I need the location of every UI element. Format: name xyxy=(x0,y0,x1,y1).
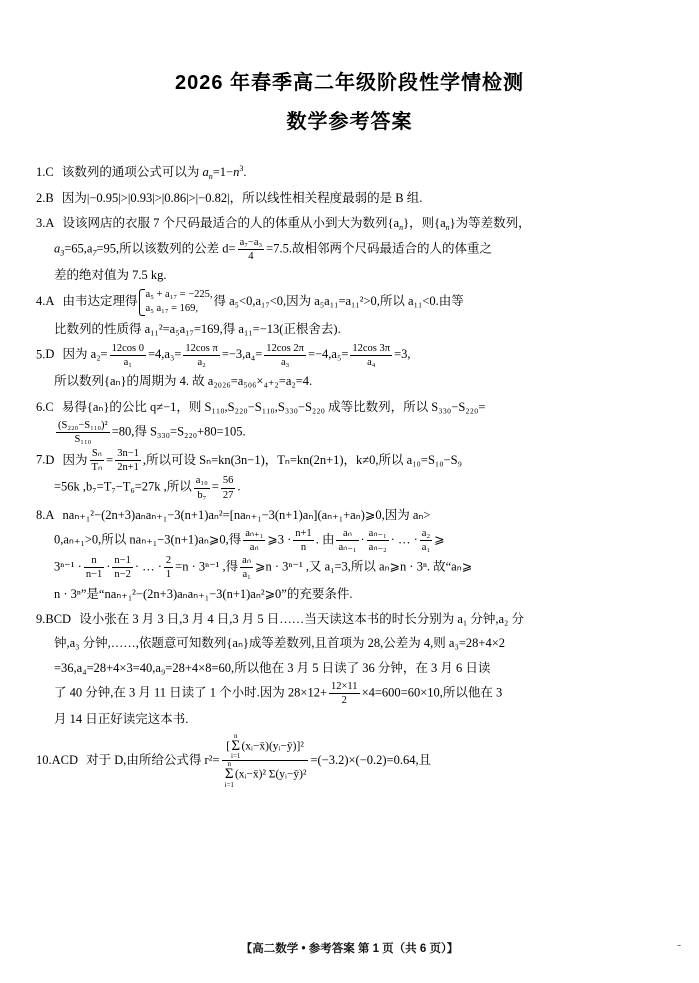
answer-item-1 xyxy=(36,160,655,185)
system-of-equations: a₅ + a₁₇ = −225, a₅ a₁₇ = 169, xyxy=(139,288,213,316)
fraction-n-n-1: $\frac{n}{n-1}$ xyxy=(85,555,103,581)
page-title-line2: 数学参考答案 xyxy=(286,111,413,133)
answer-text-4-line1: 由韦达定理得 a₅ + a₁₇ = −225, a₅ a₁₇ = 169,得 a₅<0,a₁₇<0,因为 a₅a₁₁=a₁₁²>0,所以 a₁₁<0.由等 xyxy=(63,294,464,308)
answer-choice-8: A xyxy=(45,507,55,522)
fraction-an1-an: $\frac{\text{aₙ₊₁}}{\text{aₙ}}$ xyxy=(245,528,264,554)
answer-text-9-line3: =36,a₄=28+4×3=40,a₉=28+4×8=60,所以他在 3 月 5 日读了 36 分钟，在 3 月 6 日读 xyxy=(54,660,491,675)
page-footer xyxy=(0,939,699,957)
answer-item-7 xyxy=(36,447,655,502)
fraction-3n1-2n1: $\frac{3n-1}{2n+1}$ xyxy=(117,448,139,474)
answer-choice-10: ACD xyxy=(51,752,79,767)
answer-number-1: 1. xyxy=(36,165,46,179)
fraction-a4: $\frac{12\cos 2\pi}{\text{a₃}}$ xyxy=(266,342,304,369)
answers-body xyxy=(36,160,655,789)
fraction-sn-tn: $\frac{\text{Sₙ}}{\text{Tₙ}}$ xyxy=(91,448,103,474)
answer-text-1: 该数列的通项公式可以为 $a_n=1-n^3$. xyxy=(61,164,247,181)
answer-number-6: 6. xyxy=(36,399,46,414)
answer-text-6-line2: $\frac{\text{(S₂₂₀−S₁₁₀)²}}{\text{S₁₁₀}}$ =80,得 S₃₃₀=S₂₂₀+80=105. xyxy=(58,419,246,446)
fraction-s: $\frac{\text{(S₂₂₀−S₁₁₀)²}}{\text{S₁₁₀}}$ xyxy=(58,419,108,446)
fraction-12x11-2: $\frac{12\times 11}{2}$ xyxy=(331,681,358,707)
answer-choice-2: B xyxy=(45,190,54,205)
fraction-a2: $\frac{12\cos 0}{\text{a₁}}$ xyxy=(111,342,144,369)
fraction-a5: $\frac{12\cos 3\pi}{\text{a₄}}$ xyxy=(352,342,391,369)
answer-item-5 xyxy=(36,342,655,394)
answer-choice-3: A xyxy=(45,215,55,230)
answer-text-8-line2: 0,aₙ₊₁>0,所以 naₙ₊₁−3(n+1)aₙ⩾0,得 $\frac{\text{aₙ₊₁}}{\text{aₙ}}$ ⩾3 · $\frac{n+1}{n}$ . 由 $\frac{\text{aₙ}}{\text{aₙ₋₁}}$ · $\frac{\text{aₙ₋₁}}{\text{aₙ₋₂}}$ · … · $\frac{\text{a₂}}{\text{a₁}}$ ⩾ xyxy=(54,528,445,554)
corner-mark: - xyxy=(677,939,681,951)
answer-item-3 xyxy=(36,211,655,287)
fraction-a2-a1: $\frac{\text{a₂}}{\text{a₁}}$ xyxy=(421,528,431,554)
answer-number-10: 10. xyxy=(36,752,52,767)
fraction-a10-b7: $\frac{\text{a₁₀}}{\text{b₇}}$ xyxy=(195,475,208,501)
fraction-a3: $\frac{\text{12cos π}}{\text{a₂}}$ xyxy=(185,342,218,369)
answer-text-9-line2: 钟,a₃ 分钟,……,依题意可知数列{aₙ}成等差数列,且首项为 28,公差为 4,则 a₃=28+4×2 xyxy=(54,636,505,651)
answer-choice-4: A xyxy=(45,294,55,309)
answer-choice-7: D xyxy=(45,452,55,467)
answer-text-3-line1: 设该网店的衣服 7 个尺码最适合的人的体重从小到大为数列$\{a_n\}$，则$\{a_n\}$为等差数列， xyxy=(62,215,531,232)
answer-text-9-line4: 了 40 分钟,在 3 月 11 日读了 1 个小时.因为 28×12+ $\frac{12\times 11}{2}$ ×4=600=60×10,所以他在 3 xyxy=(54,681,503,707)
fraction-56-27: $\frac{56}{27}$ xyxy=(222,475,234,501)
answer-number-9: 9. xyxy=(36,611,46,626)
answer-text-10-line1: 对于 D,由所给公式得 r²= [ n Σ i=1 (xᵢ−x̄)(yᵢ−ȳ)]² n Σ i=1 (xᵢ−x̄)² Σ(yᵢ−ȳ)² =(−3.2)×(−0.2)=0.64,且 xyxy=(86,731,432,789)
answer-item-8 xyxy=(36,503,655,606)
answer-choice-9: BCD xyxy=(45,611,72,626)
page-title-line1: 2026 年春季高二年级阶段性学情检测 xyxy=(174,72,525,94)
answer-item-2 xyxy=(36,186,655,210)
answer-choice-5: D xyxy=(45,347,55,362)
answer-number-8: 8. xyxy=(36,507,46,522)
fraction-an-an-1: $\frac{\text{aₙ}}{\text{aₙ₋₁}}$ xyxy=(338,528,357,554)
answer-item-6 xyxy=(36,395,655,447)
fraction-n1-n: $\frac{n+1}{n}$ xyxy=(295,528,312,554)
page-footer-text: 【高二数学 • 参考答案 第 1 页（共 6 页）】 xyxy=(240,943,459,955)
answer-choice-1: C xyxy=(45,165,54,179)
answer-number-3: 3. xyxy=(36,215,46,230)
fraction-r-squared: [ n Σ i=1 (xᵢ−x̄)(yᵢ−ȳ)]² n Σ i=1 (xᵢ−x̄)² Σ(yᵢ−ȳ)² xyxy=(222,733,309,789)
answer-item-10 xyxy=(36,733,655,789)
answer-number-7: 7. xyxy=(36,452,46,467)
answer-number-5: 5. xyxy=(36,347,46,362)
answer-text-9-line5: 月 14 日正好读完这本书. xyxy=(54,712,189,727)
answer-text-8-line4: n · 3ⁿ”是“naₙ₊₁²−(2n+3)aₙaₙ₊₁−3(n+1)aₙ²⩾0”的充要条件. xyxy=(54,586,353,601)
answer-text-8-line3: 3ⁿ⁻¹ · $\frac{n}{n-1}$ · $\frac{n-1}{n-2}$ · … · $\frac{2}{1}$ =n · 3ⁿ⁻¹ ,得 $\frac{\text{aₙ}}{\text{a₁}}$ ⩾n · 3ⁿ⁻¹ ,又 a₁=3,所以 aₙ⩾n · 3ⁿ. 故“aₙ⩾ xyxy=(54,555,473,581)
fraction-n-1-n-2: $\frac{n-1}{n-2}$ xyxy=(114,555,131,581)
answer-text-6-line1: 易得{aₙ}的公比 q≠−1，则 S₁₁₀,S₂₂₀−S₁₁₀,S₃₃₀−S₂₂₀ 成等比数列，所以 S₃₃₀−S₂₂₀= xyxy=(61,399,486,414)
answer-text-3-line3: 差的绝对值为 7.5 kg. xyxy=(54,267,167,282)
summation-icon-den: n Σ i=1 xyxy=(224,760,234,789)
answer-choice-6: C xyxy=(45,399,54,414)
answer-text-9-line1: 设小张在 3 月 3 日,3 月 4 日,3 月 5 日……当天读这本书的时长分别为 a₁ 分钟,a₂ 分 xyxy=(79,611,525,626)
answer-text-7-line2: =56k ,b₇=T₇−T₆=27k ,所以 $\frac{\text{a₁₀}}{\text{b₇}}$ = $\frac{56}{27}$ . xyxy=(54,475,241,501)
fraction-an-a1: $\frac{\text{aₙ}}{\text{a₁}}$ xyxy=(242,555,252,581)
answer-text-5-line2: 所以数列{aₙ}的周期为 4. 故 a₂₀₂₆=a₅₀₆×₄₊₂=a₂=4. xyxy=(54,374,313,389)
fraction-2-1: $\frac{2}{1}$ xyxy=(165,555,172,581)
fraction-an-1-an-2: $\frac{\text{aₙ₋₁}}{\text{aₙ₋₂}}$ xyxy=(368,528,387,554)
answer-text-3-line2: $a_3=65,a_7=95$,所以该数列的公差 d= $\frac{\text{a₇−a₃}}{4}$ =7.5.故相邻两个尺码最适合的人的体重之 xyxy=(54,236,492,262)
answer-text-4-line2: 比数列的性质得 a₁₁²=a₅a₁₇=169,得 a₁₁=−13(正根舍去). xyxy=(54,321,341,336)
answer-item-4 xyxy=(36,288,655,341)
answer-text-7-line1: 因为 $\frac{\text{Sₙ}}{\text{Tₙ}}$ = $\frac{3n-1}{2n+1}$ ,所以可设 Sₙ=kn(3n−1)，Tₙ=kn(2n+1)，k≠0,所以 a₁₀=S₁₀−S₉ xyxy=(62,448,462,474)
answer-text-8-line1: naₙ₊₁²−(2n+3)aₙaₙ₊₁−3(n+1)aₙ²=[naₙ₊₁−3(n+1)aₙ](aₙ₊₁+aₙ)⩾0,因为 aₙ> xyxy=(62,507,431,522)
answer-number-4: 4. xyxy=(36,294,46,309)
fraction-d: $\frac{\text{a₇−a₃}}{4}$ xyxy=(239,236,263,262)
answer-text-5-line1: 因为 a₂= $\frac{12\cos 0}{\text{a₁}}$ =4,a₃= $\frac{\text{12cos π}}{\text{a₂}}$ =−3,a₄= $\frac{12\cos 2\pi}{\text{a₃}}$ =−4,a₅= $\frac{12\cos 3\pi}{\text{a₄}}$ =3, xyxy=(62,342,411,369)
answer-text-2: 因为|−0.95|>|0.93|>|0.86|>|−0.82|，所以线性相关程度最弱的是 B 组. xyxy=(61,190,423,205)
answer-item-9 xyxy=(36,607,655,732)
answer-number-2: 2. xyxy=(36,190,46,205)
summation-icon: n Σ i=1 xyxy=(231,731,241,761)
